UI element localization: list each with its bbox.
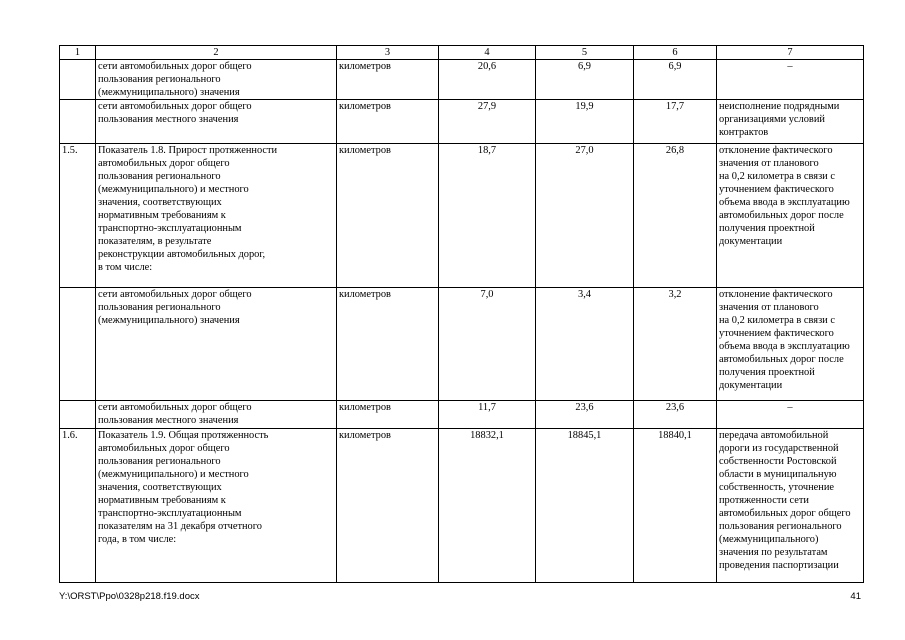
row-number [60, 401, 96, 429]
footer-page-number: 41 [850, 591, 861, 602]
table-row [60, 144, 864, 288]
note-cell: неисполнение подрядными организациями условий контрактов [717, 100, 864, 144]
unit-cell: километров [337, 429, 439, 583]
value-cell: 6,9 [536, 60, 634, 100]
unit-cell: километров [337, 288, 439, 401]
value-cell: 11,7 [439, 401, 536, 429]
indicator-name: Показатель 1.9. Общая протяженность автомобильных дорог общего пользования регионального (межмуниципального) и местного значения, соответствующих нормативным требованиям к транспортно-эксплуатационным показателям на 31 декабря отчетного года, в том числе: [96, 429, 337, 583]
value-cell: 3,4 [536, 288, 634, 401]
value-cell: 17,7 [634, 100, 717, 144]
value-cell: 23,6 [634, 401, 717, 429]
row-number: 1.6. [60, 429, 96, 583]
unit-cell: километров [337, 100, 439, 144]
value-cell: 6,9 [634, 60, 717, 100]
note-cell: отклонение фактического значения от планового на 0,2 километра в связи с уточнением фактического объема ввода в эксплуатацию автомобильных дорог после получения проектной документации [717, 288, 864, 401]
column-header: 3 [337, 46, 439, 60]
table-row [60, 429, 864, 583]
note-cell: – [717, 60, 864, 100]
column-header: 4 [439, 46, 536, 60]
column-header: 6 [634, 46, 717, 60]
value-cell: 18,7 [439, 144, 536, 288]
value-cell: 19,9 [536, 100, 634, 144]
indicator-table [59, 45, 864, 583]
column-header: 5 [536, 46, 634, 60]
row-number: 1.5. [60, 144, 96, 288]
footer-file-path: Y:\ORST\Ppo\0328p218.f19.docx [59, 591, 200, 602]
unit-cell: километров [337, 144, 439, 288]
note-cell: – [717, 401, 864, 429]
value-cell: 18840,1 [634, 429, 717, 583]
column-header: 7 [717, 46, 864, 60]
value-cell: 18845,1 [536, 429, 634, 583]
value-cell: 18832,1 [439, 429, 536, 583]
value-cell: 3,2 [634, 288, 717, 401]
table-header-row [60, 46, 864, 60]
unit-cell: километров [337, 401, 439, 429]
value-cell: 27,0 [536, 144, 634, 288]
note-cell: отклонение фактического значения от планового на 0,2 километра в связи с уточнением фактического объема ввода в эксплуатацию автомобильных дорог после получения проектной документации [717, 144, 864, 288]
table-row [60, 100, 864, 144]
value-cell: 26,8 [634, 144, 717, 288]
table-row [60, 60, 864, 100]
column-header: 1 [60, 46, 96, 60]
column-header: 2 [96, 46, 337, 60]
value-cell: 27,9 [439, 100, 536, 144]
table-row [60, 288, 864, 401]
row-number [60, 288, 96, 401]
row-number [60, 60, 96, 100]
row-number [60, 100, 96, 144]
value-cell: 7,0 [439, 288, 536, 401]
note-cell: передача автомобильной дороги из государственной собственности Ростовской области в муниципальную собственность, уточнение протяженности сети автомобильных дорог общего пользования регионального (межмуниципального) значения по результатам проведения паспортизации [717, 429, 864, 583]
indicator-name: сети автомобильных дорог общего пользования местного значения [96, 100, 337, 144]
indicator-name: сети автомобильных дорог общего пользования регионального (межмуниципального) значения [96, 60, 337, 100]
indicator-name: Показатель 1.8. Прирост протяженности автомобильных дорог общего пользования регионального (межмуниципального) и местного значения, соответствующих нормативным требованиям к транспортно-эксплуатационным показателям, в результате реконструкции автомобильных дорог, в том числе: [96, 144, 337, 288]
table-row [60, 401, 864, 429]
unit-cell: километров [337, 60, 439, 100]
value-cell: 20,6 [439, 60, 536, 100]
value-cell: 23,6 [536, 401, 634, 429]
indicator-name: сети автомобильных дорог общего пользования местного значения [96, 401, 337, 429]
indicator-name: сети автомобильных дорог общего пользования регионального (межмуниципального) значения [96, 288, 337, 401]
